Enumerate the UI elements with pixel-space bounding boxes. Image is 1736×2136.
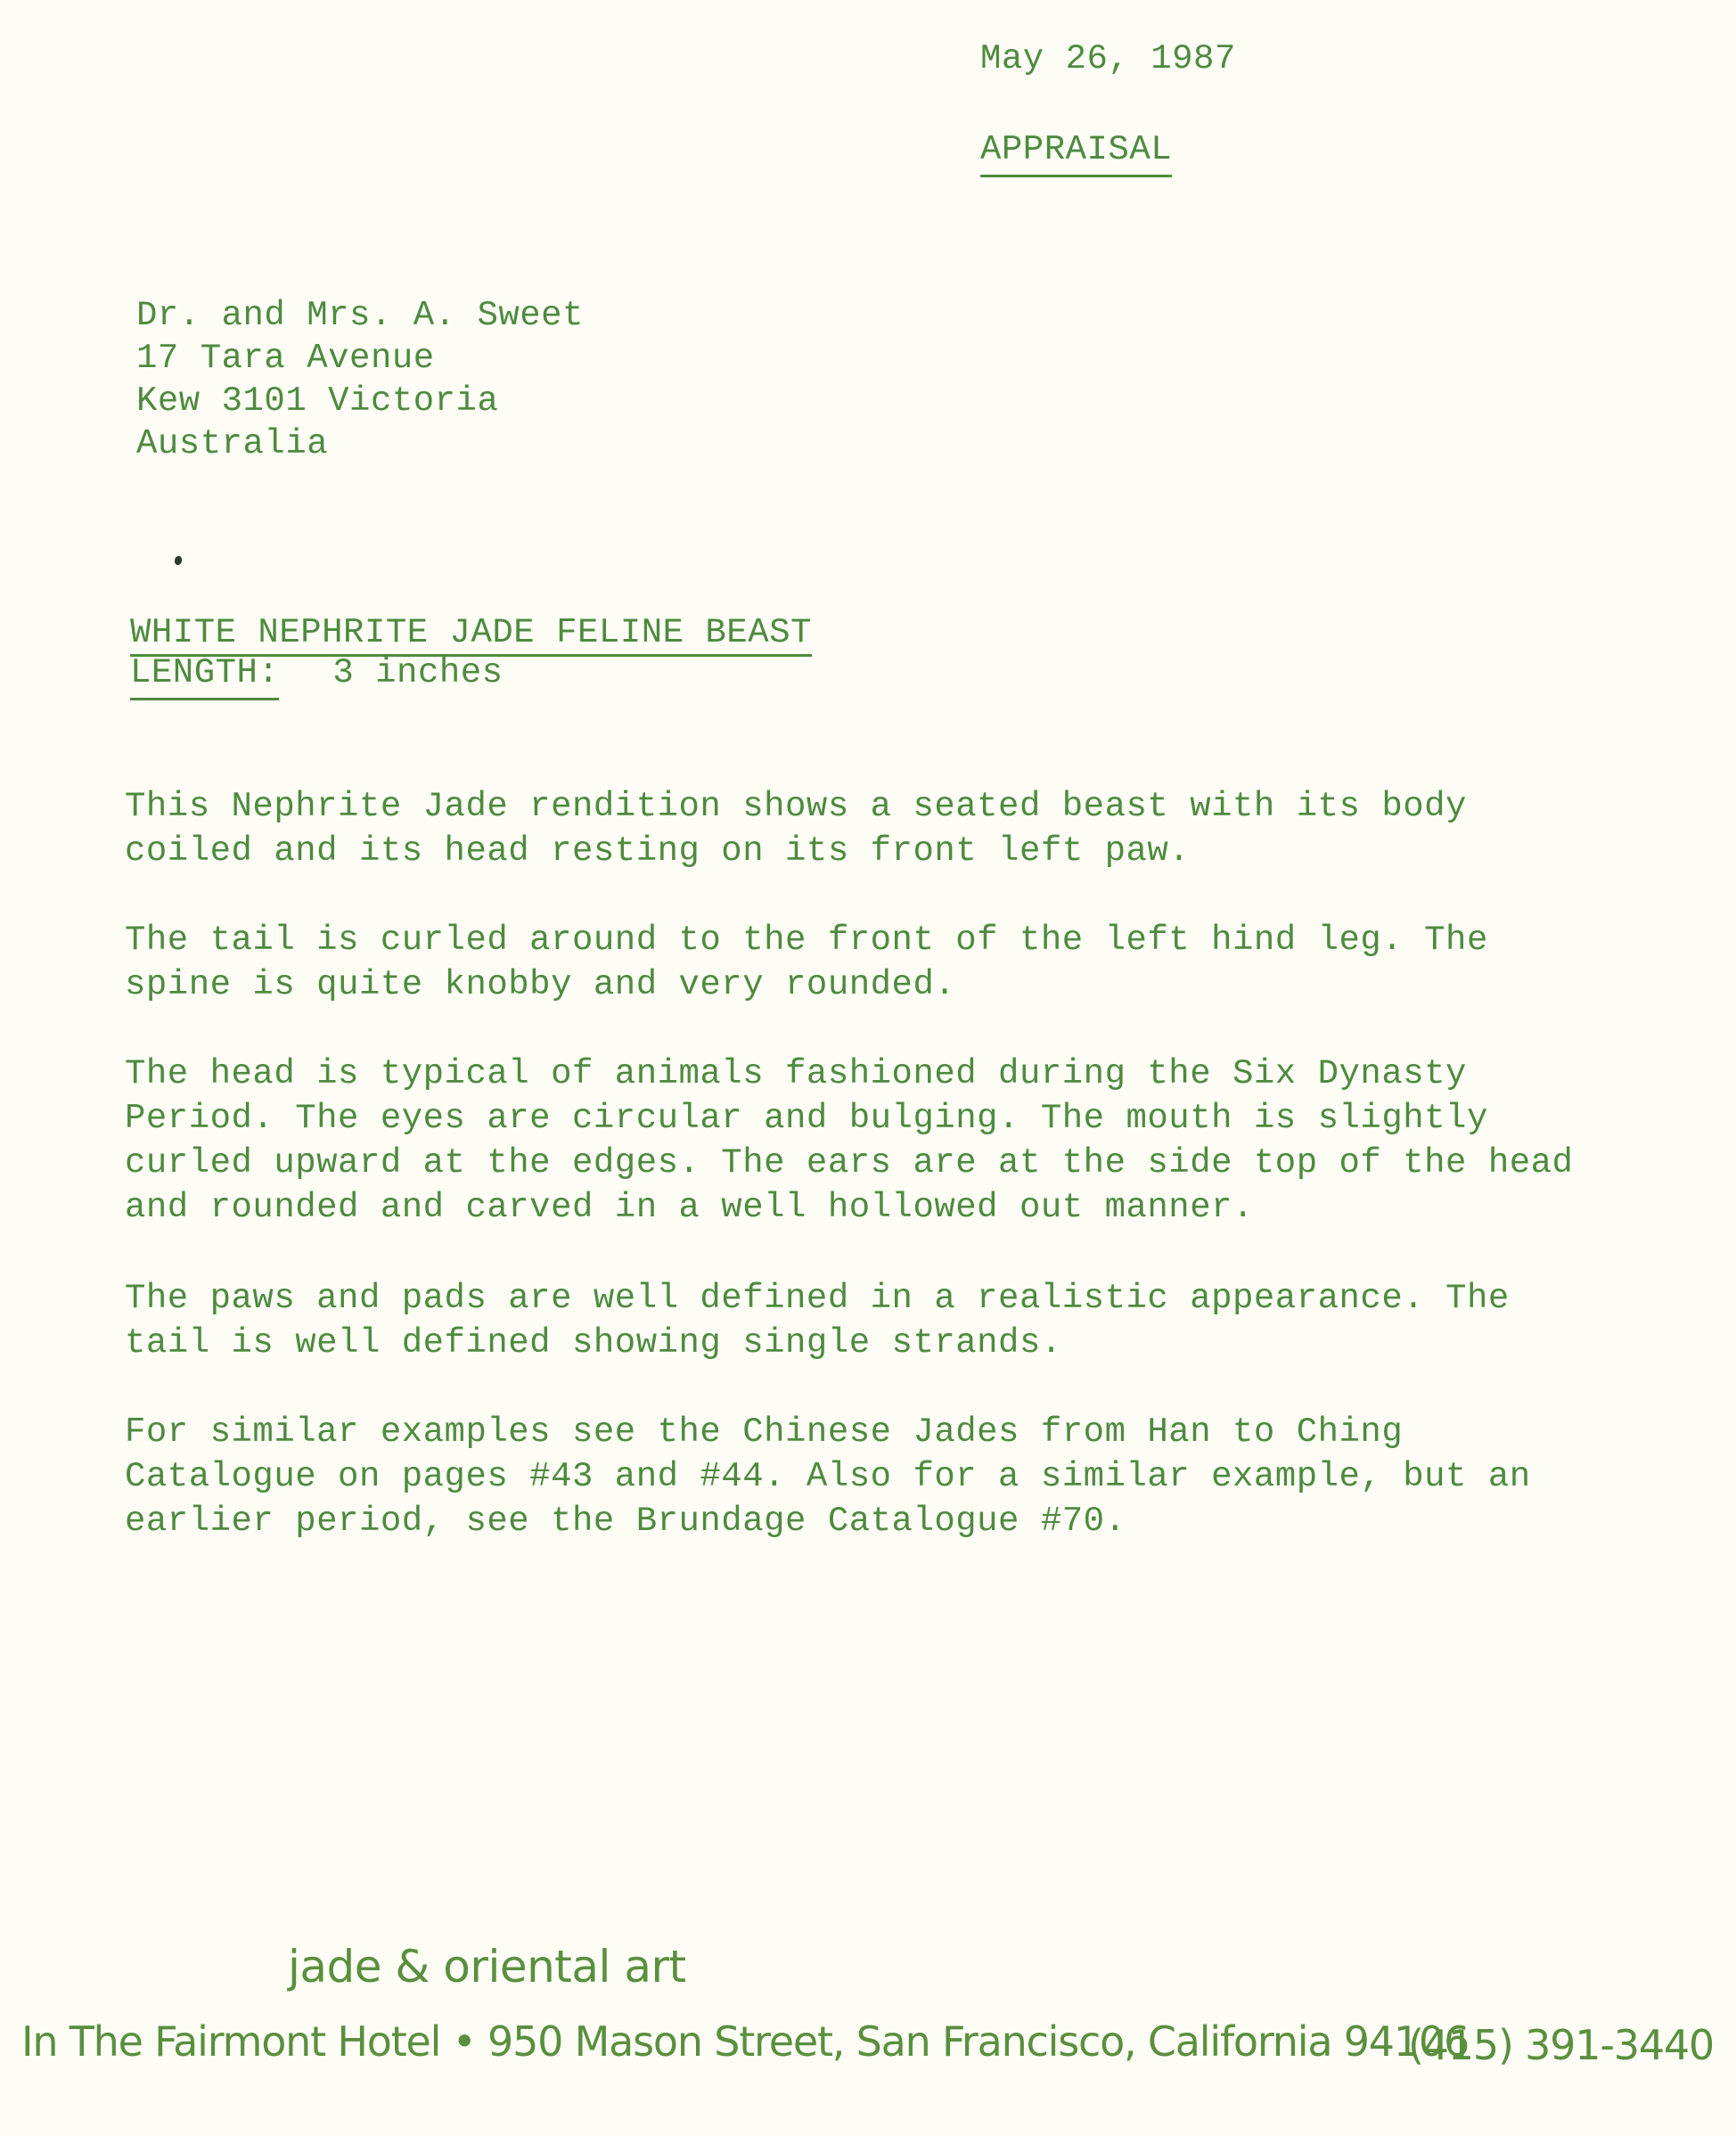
recipient-name: Dr. and Mrs. A. Sweet [136,296,584,335]
description-paragraph-1: This Nephrite Jade rendition shows a seated beast with its body coiled and its head resting on its front left paw. [125,787,1467,871]
item-title: WHITE NEPHRITE JADE FELINE BEAST [130,613,812,657]
recipient-country: Australia [136,424,329,463]
letterhead-phone: (415) 391-3440 [1408,2021,1714,2069]
letterhead-business-name: jade & oriental art [288,1941,686,1993]
document-heading: APPRAISAL [980,130,1172,177]
description-paragraph-3: The head is typical of animals fashioned during the Six Dynasty Period. The eyes are circular and bulging. The mouth is slightly curled upward at the edges. The ears are at the side top of the head and rounded and carved in a well hollowed out manner. [125,1054,1574,1227]
recipient-address [136,294,584,465]
ink-speck [175,556,182,565]
recipient-city: Kew 3101 Victoria [136,381,499,421]
item-length [130,653,504,692]
recipient-street: 17 Tara Avenue [136,339,435,378]
length-value: 3 inches [332,653,504,692]
length-label: LENGTH: [130,653,279,700]
description-paragraph-2: The tail is curled around to the front of the left hind leg. The spine is quite knobby and very rounded. [125,921,1488,1004]
letter-date: May 26, 1987 [980,39,1236,78]
description-paragraph-4: The paws and pads are well defined in a realistic appearance. The tail is well defined showing single strands. [125,1279,1510,1363]
description-paragraph-5: For similar examples see the Chinese Jades from Han to Ching Catalogue on pages #43 and #44. Also for a similar example, but an earlier period, see the Brundage Catalogue #70. [125,1412,1531,1541]
letterhead-address: In The Fairmont Hotel • 950 Mason Street, San Francisco, California 94106 [21,2017,1470,2066]
